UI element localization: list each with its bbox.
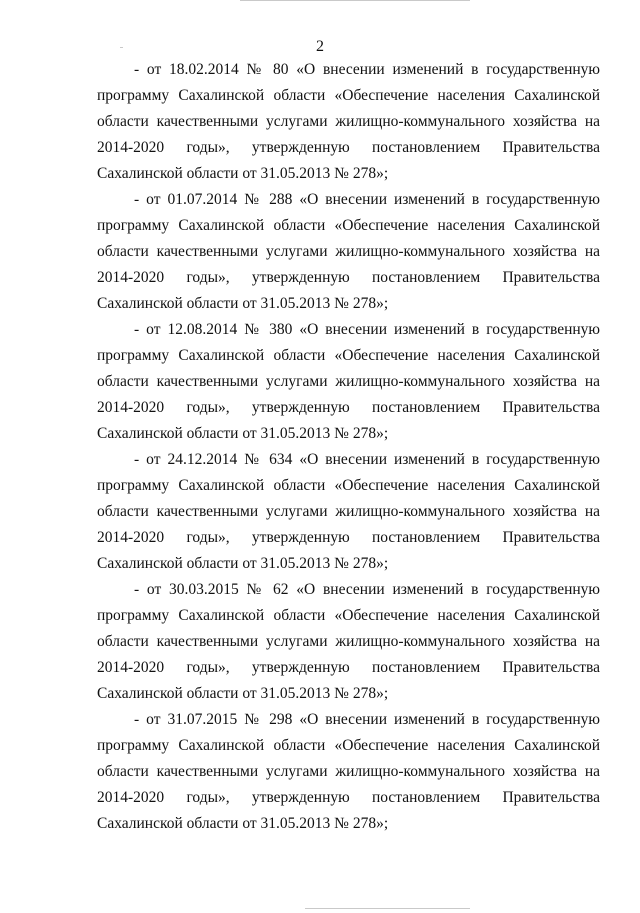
item-line: 2014-2020 годы», утвержденную постановлением Правительства [97,659,600,676]
amendment-list [97,57,600,837]
list-item [97,57,600,187]
item-line: программу Сахалинской области «Обеспечение населения Сахалинской [97,347,600,364]
item-line: программу Сахалинской области «Обеспечение населения Сахалинской [97,737,600,754]
item-line: - от 18.02.2014 № 80 «О внесении изменений в государственную [134,61,600,78]
item-line: области качественными услугами жилищно-коммунального хозяйства на [97,503,600,520]
item-line: Сахалинской области от 31.05.2013 № 278»; [97,685,389,702]
list-item [97,707,600,837]
item-line: - от 01.07.2014 № 288 «О внесении изменений в государственную [134,191,600,208]
list-item [97,187,600,317]
item-line: - от 30.03.2015 № 62 «О внесении изменений в государственную [134,581,600,598]
item-line: области качественными услугами жилищно-коммунального хозяйства на [97,633,600,650]
scan-artifact [240,0,470,1]
item-line: 2014-2020 годы», утвержденную постановлением Правительства [97,269,600,286]
item-line: программу Сахалинской области «Обеспечение населения Сахалинской [97,607,600,624]
page-number: 2 [316,38,324,55]
item-line: Сахалинской области от 31.05.2013 № 278»; [97,425,389,442]
item-line: области качественными услугами жилищно-коммунального хозяйства на [97,763,600,780]
item-line: области качественными услугами жилищно-коммунального хозяйства на [97,373,600,390]
item-line: Сахалинской области от 31.05.2013 № 278»; [97,165,389,182]
item-line: программу Сахалинской области «Обеспечение населения Сахалинской [97,477,600,494]
item-line: 2014-2020 годы», утвержденную постановлением Правительства [97,789,600,806]
item-line: - от 12.08.2014 № 380 «О внесении изменений в государственную [134,321,600,338]
item-line: 2014-2020 годы», утвержденную постановлением Правительства [97,529,600,546]
item-line: - от 24.12.2014 № 634 «О внесении изменений в государственную [134,451,600,468]
item-line: Сахалинской области от 31.05.2013 № 278»; [97,295,389,312]
item-line: области качественными услугами жилищно-коммунального хозяйства на [97,113,600,130]
item-line: 2014-2020 годы», утвержденную постановлением Правительства [97,139,600,156]
item-line: - от 31.07.2015 № 298 «О внесении изменений в государственную [134,711,600,728]
list-item [97,577,600,707]
list-item [97,317,600,447]
item-line: 2014-2020 годы», утвержденную постановлением Правительства [97,399,600,416]
item-line: Сахалинской области от 31.05.2013 № 278»; [97,555,389,572]
item-line: области качественными услугами жилищно-коммунального хозяйства на [97,243,600,260]
list-item [97,447,600,577]
item-line: программу Сахалинской области «Обеспечение населения Сахалинской [97,217,600,234]
scan-artifact [305,908,470,909]
item-line: Сахалинской области от 31.05.2013 № 278»; [97,815,389,832]
item-line: программу Сахалинской области «Обеспечение населения Сахалинской [97,87,600,104]
